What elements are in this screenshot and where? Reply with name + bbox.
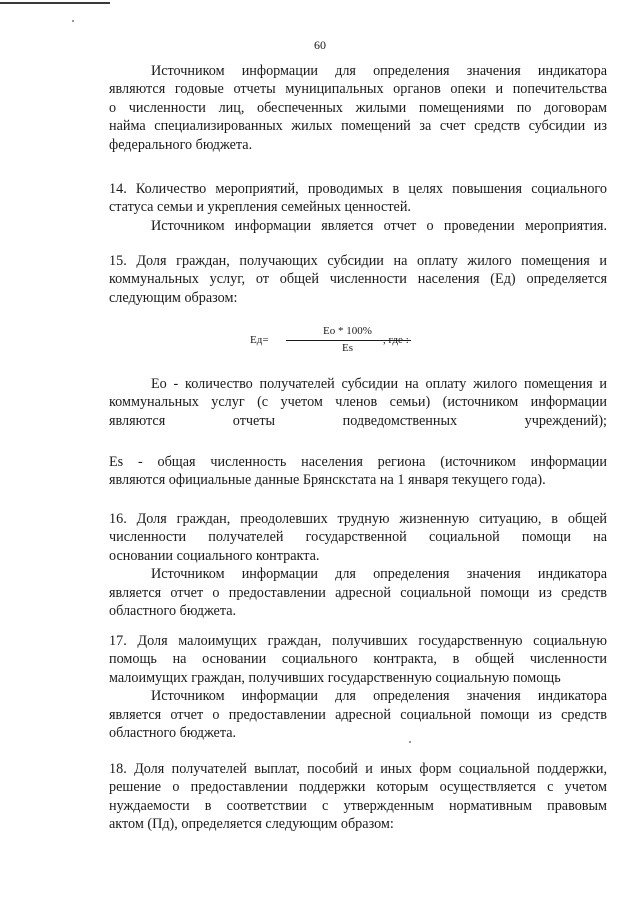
item-17 (109, 632, 607, 742)
text-line: является отчет о предоставлении адресной социальной помощи из средств (109, 584, 607, 601)
text-line: статуса семьи и укрепления семейных ценностей. (109, 199, 411, 216)
text-line: нуждаемости в соответствии с утвержденным нормативным правовым (109, 797, 607, 814)
text-line: помощь на основании социального контракта, в общей численности (109, 651, 607, 668)
text-line: являются официальные данные Брянскстата на 1 января текущего года). (109, 472, 546, 489)
text-line: областного бюджета. (109, 603, 237, 620)
item-14 (109, 180, 607, 235)
word: подведомственных (342, 412, 458, 429)
word: отчеты (232, 412, 276, 429)
item-15 (109, 252, 607, 307)
item-18 (109, 760, 607, 834)
text-line: найма специализированных жилых помещений за счет средств субсидии из (109, 118, 607, 135)
text-line-spread (109, 412, 607, 430)
formula-denominator: Es (342, 342, 353, 354)
definition-eo (109, 375, 607, 430)
text-line: 17. Доля малоимущих граждан, получивших государственную социальную (109, 633, 607, 649)
text-line: коммунальных услуг (с учетом членов семьи) (источником информации (109, 394, 607, 411)
text-line: следующим образом: (109, 289, 238, 306)
text-line: 16. Доля граждан, преодолевших трудную жизненную ситуацию, в общей (109, 511, 607, 527)
page-number: 60 (314, 38, 326, 52)
text-line: коммунальных услуг, от общей численности населения (Ед) определяется (109, 271, 607, 288)
formula-ed (250, 325, 510, 355)
text-line: Es - общая численность населения региона (источником информации (109, 454, 607, 470)
text-line: Источником информации для определения значения индикатора (151, 688, 607, 705)
definition-es (109, 453, 607, 490)
text-line: областного бюджета. (109, 725, 237, 742)
text-line: актом (Пд), определяется следующим образом: (109, 816, 394, 833)
text-line: Источником информации для определения значения индикатора (151, 63, 607, 79)
text-line: Источником информации является отчет о проведении мероприятия. (151, 217, 607, 234)
text-line: 15. Доля граждан, получающих субсидии на оплату жилого помещения и (109, 253, 607, 269)
text-line: является отчет о предоставлении адресной социальной помощи из средств (109, 706, 607, 723)
word: учреждений); (524, 412, 607, 429)
text-line: 18. Доля получателей выплат, пособий и иных форм социальной поддержки, (109, 761, 607, 777)
text-line: численности получателей государственной социальной помощи на (109, 529, 607, 546)
text-line: федерального бюджета. (109, 136, 253, 153)
paragraph-source-housing (109, 62, 607, 154)
text-line: решение о предоставлении поддержки которым осуществляется с учетом (109, 779, 607, 796)
formula-numerator: Ео * 100% (323, 325, 372, 337)
formula-lhs: Ед= (250, 334, 269, 346)
formula-suffix: , где : (383, 334, 409, 346)
text-line: малоимущих граждан, получивших государственную социальную помощь (109, 669, 561, 686)
scan-speck (72, 20, 74, 22)
text-line: Источником информации для определения значения индикатора (151, 566, 607, 583)
text-line: являются годовые отчеты муниципальных органов опеки и попечительства (109, 81, 607, 98)
text-line: о численности лиц, обеспеченных жилыми помещениями по договорам (109, 99, 607, 116)
scan-top-rule (0, 2, 110, 4)
text-line: основании социального контракта. (109, 547, 320, 564)
text-line: 14. Количество мероприятий, проводимых в целях повышения социального (109, 181, 607, 197)
item-16 (109, 510, 607, 620)
text-line: Ео - количество получателей субсидии на оплату жилого помещения и (151, 376, 607, 392)
word: являются (109, 412, 166, 429)
